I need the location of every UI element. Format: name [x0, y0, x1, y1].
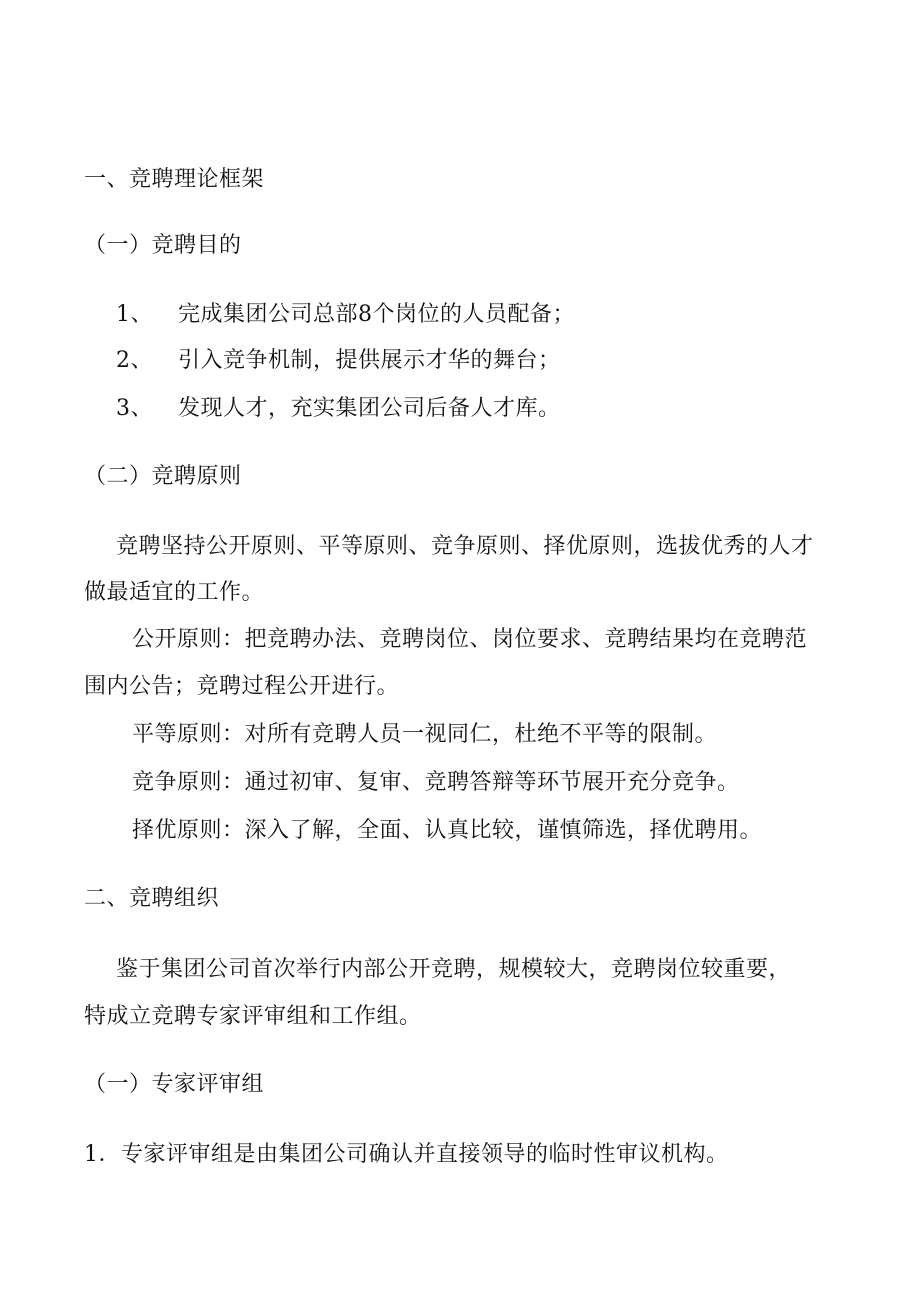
purpose-item-number: 1、 — [116, 302, 153, 327]
principle-compete: 竞争原则：通过初审、复审、竞聘答辩等环节展开充分竞争。 — [132, 770, 740, 795]
principles-intro-line: 竞聘坚持公开原则、平等原则、竞争原则、择优原则，选拔优秀的人才 — [116, 534, 814, 559]
section-heading-framework: 一、竞聘理论框架 — [84, 167, 265, 192]
organization-paragraph-line: 特成立竞聘专家评审组和工作组。 — [84, 1004, 422, 1029]
principles-intro-line: 做最适宜的工作。 — [84, 580, 265, 605]
subheading-purpose: （一）竞聘目的 — [84, 233, 242, 258]
subheading-expert-panel: （一）专家评审组 — [84, 1072, 265, 1097]
purpose-item-text: 发现人才，充实集团公司后备人才库。 — [178, 396, 561, 421]
expert-panel-item: 1．专家评审组是由集团公司确认并直接领导的临时性审议机构。 — [84, 1142, 729, 1167]
purpose-item — [116, 346, 561, 376]
purpose-item-text: 引入竞争机制，提供展示才华的舞台； — [178, 348, 561, 373]
purpose-item-text: 完成集团公司总部8个岗位的人员配备； — [178, 302, 575, 327]
principle-open-line: 围内公告；竞聘过程公开进行。 — [84, 674, 400, 699]
principle-equal: 平等原则：对所有竞聘人员一视同仁，杜绝不平等的限制。 — [132, 722, 718, 747]
subheading-principles: （二）竞聘原则 — [84, 464, 242, 489]
principle-open-line: 公开原则：把竞聘办法、竞聘岗位、岗位要求、竞聘结果均在竞聘范 — [132, 627, 808, 652]
purpose-item-number: 3、 — [116, 396, 153, 421]
purpose-item-number: 2、 — [116, 348, 153, 373]
principle-select: 择优原则：深入了解，全面、认真比较，谨慎筛选，择优聘用。 — [132, 818, 763, 843]
section-heading-organization: 二、竞聘组织 — [84, 886, 220, 911]
purpose-item — [116, 394, 561, 424]
purpose-item — [116, 300, 575, 330]
organization-paragraph-line: 鉴于集团公司首次举行内部公开竞聘，规模较大，竞聘岗位较重要， — [116, 957, 792, 982]
